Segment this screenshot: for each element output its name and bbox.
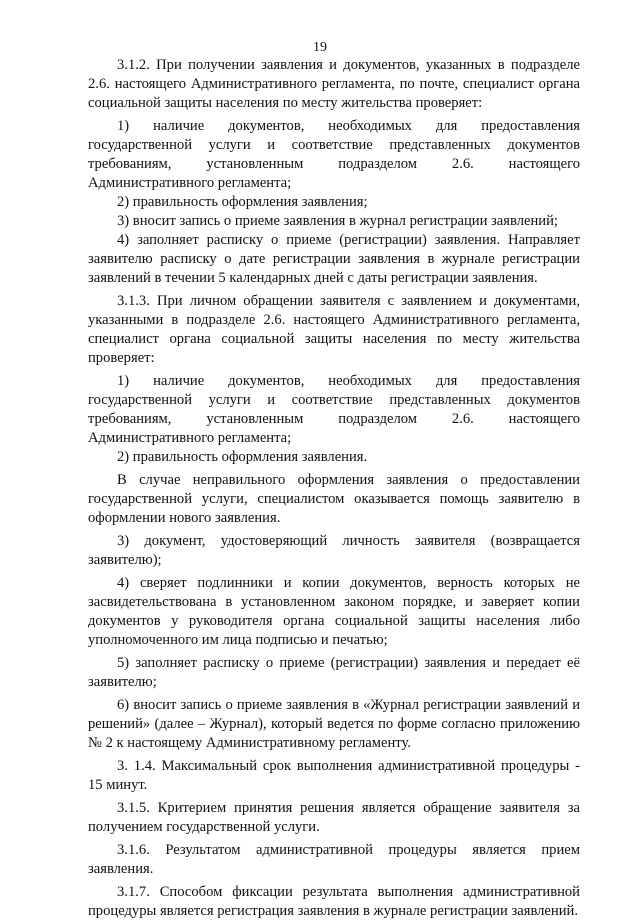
list-item-3b: 3) документ, удостоверяющий личность заявителя (возвращается заявителю);: [88, 533, 580, 568]
list-item-4b: 4) сверяет подлинники и копии документов, верность которых не засвидетельствована в установленном законом порядке, и заверяет копии документов у руководителя органа социальной защиты населения либо уполномоченного им лица подписью и печатью;: [88, 575, 580, 648]
list-item-1: 1) наличие документов, необходимых для предоставления государственной услуги и соответствие представленных документов требованиям, установленным подразделом 2.6. настоящего Административного регламента;: [88, 118, 580, 191]
page-number: 19: [313, 40, 327, 55]
paragraph-3-1-7: 3.1.7. Способом фиксации результата выполнения административной процедуры является регистрация заявления в журнале регистрации заявлений.: [88, 884, 580, 919]
list-item-6b: 6) вносит запись о приеме заявления в «Журнал регистрации заявлений и решений» (далее – Журнал), который ведется по форме согласно приложению № 2 к настоящему Административному регламенту.: [88, 697, 580, 751]
list-item-2: 2) правильность оформления заявления;: [117, 194, 368, 210]
list-item-5b: 5) заполняет расписку о приеме (регистрации) заявления и передает её заявителю;: [88, 655, 580, 690]
list-item-2b: 2) правильность оформления заявления.: [117, 449, 368, 465]
paragraph-3-1-6: 3.1.6. Результатом административной процедуры является прием заявления.: [88, 842, 580, 877]
paragraph-3-1-4: 3. 1.4. Максимальный срок выполнения административной процедуры - 15 минут.: [88, 758, 580, 793]
list-item-3: 3) вносит запись о приеме заявления в журнал регистрации заявлений;: [117, 213, 558, 229]
paragraph-3-1-3: 3.1.3. При личном обращении заявителя с заявлением и документами, указанными в подразделе 2.6. настоящего Административного регламента, специалист органа социальной защиты населения по месту жительства проверяет:: [88, 293, 580, 366]
list-item-4: 4) заполняет расписку о приеме (регистрации) заявления. Направляет заявителю расписку о дате регистрации заявления в журнале регистрации заявлений в течении 5 календарных дней с даты регистрации заявления.: [88, 232, 580, 286]
document-body: [88, 56, 580, 921]
paragraph-3-1-5: 3.1.5. Критерием принятия решения является обращение заявителя за получением государственной услуги.: [88, 800, 580, 835]
list-item-1b: 1) наличие документов, необходимых для предоставления государственной услуги и соответствие представленных документов требованиям, установленным подразделом 2.6. настоящего Административного регламента;: [88, 373, 580, 446]
paragraph-note: В случае неправильного оформления заявления о предоставлении государственной услуги, специалистом оказывается помощь заявителю в оформлении нового заявления.: [88, 472, 580, 526]
paragraph-3-1-2: 3.1.2. При получении заявления и документов, указанных в подразделе 2.6. настоящего Административного регламента, по почте, специалист органа социальной защиты населения по месту жительства проверяет:: [88, 57, 580, 111]
